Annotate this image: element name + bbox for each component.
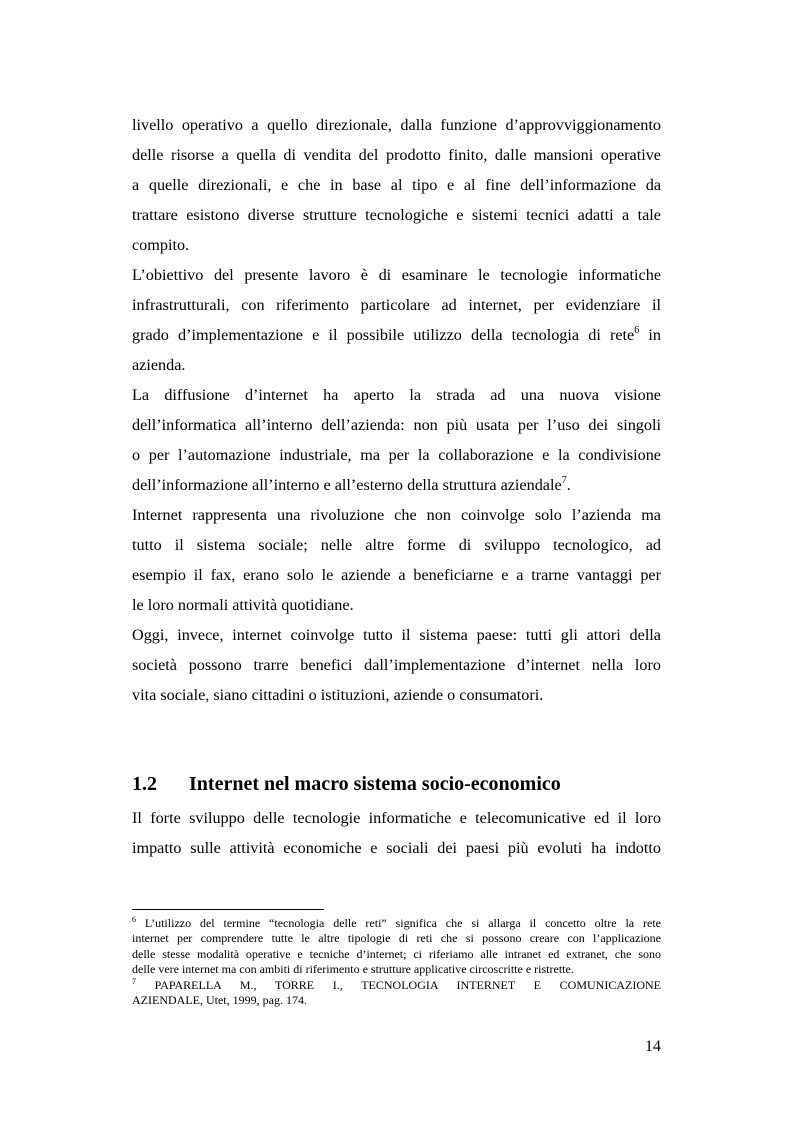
paragraph-line: Oggi, invece, internet coinvolge tutto il sistema paese: tutti gli attori della xyxy=(132,626,661,644)
footnote-ref-6[interactable]: 6 xyxy=(634,325,640,336)
paragraph-line: o per l’automazione industriale, ma per la collaborazione e la condivisione xyxy=(132,446,661,464)
paragraph-line: azienda. xyxy=(132,356,186,374)
paragraph-line: La diffusione d’internet ha aperto la strada ad una nuova visione xyxy=(132,386,661,404)
footnote-line: delle stesse modalità operative e tecniche d’internet; ci riferiamo alle intranet ed extranet, che sono xyxy=(132,946,661,961)
footnote-text: L’utilizzo del termine “tecnologia delle reti” significa che si allarga il concetto oltre la rete xyxy=(136,916,661,930)
paragraph-line: trattare esistono diverse strutture tecnologiche e sistemi tecnici adatti a tale xyxy=(132,206,661,224)
section-title: Internet nel macro sistema socio-economico xyxy=(189,773,561,795)
footnote-number: 7 xyxy=(132,976,136,986)
paragraph-line: compito. xyxy=(132,236,190,254)
footnote-line: AZIENDALE, Utet, 1999, pag. 174. xyxy=(132,992,307,1007)
section-number: 1.2 xyxy=(132,773,157,795)
footnote-ref-7[interactable]: 7 xyxy=(561,475,567,486)
line-text: in xyxy=(639,326,661,344)
footnote-line: delle vere internet ma con ambiti di riferimento e strutture applicative circoscritte e ristrette. xyxy=(132,962,574,977)
paragraph-line: tutto il sistema sociale; nelle altre forme di sviluppo tecnologico, ad xyxy=(132,536,661,554)
paragraph-line: livello operativo a quello direzionale, dalla funzione d’approvviggionamento xyxy=(132,116,661,134)
paragraph-line: dell’informatica all’interno dell’azienda: non più usata per l’uso dei singoli xyxy=(132,416,661,434)
paragraph-line: le loro normali attività quotidiane. xyxy=(132,596,354,614)
paragraph-line: società possono trarre benefici dall’implementazione d’internet nella loro xyxy=(132,656,661,674)
paragraph-line: delle risorse a quella di vendita del prodotto finito, dalle mansioni operative xyxy=(132,146,661,164)
footnote-number: 6 xyxy=(132,915,136,924)
paragraph-line: esempio il fax, erano solo le aziende a beneficiarne e a trarne vantaggi per xyxy=(132,566,661,584)
paragraph-line: Internet rappresenta una rivoluzione che non coinvolge solo l’azienda ma xyxy=(132,506,661,524)
footnotes xyxy=(132,916,661,1008)
footnote-6 xyxy=(132,916,661,931)
paragraph-line xyxy=(132,320,661,350)
line-text: dell’informazione all’interno e all’esterno della struttura aziendale xyxy=(132,476,562,494)
footnote-text: PAPARELLA M., TORRE I., TECNOLOGIA INTERNET E COMUNICAZIONE xyxy=(136,977,661,992)
line-text: grado d’implementazione e il possibile utilizzo della tecnologia di rete xyxy=(132,326,635,344)
body-text xyxy=(132,110,661,710)
paragraph-line: impatto sulle attività economiche e sociali dei paesi più evoluti ha indotto xyxy=(132,839,661,857)
footnote-7 xyxy=(132,978,661,993)
paragraph-line: Il forte sviluppo delle tecnologie informatiche e telecomunicative ed il loro xyxy=(132,809,661,827)
footnote-divider xyxy=(132,909,324,910)
paragraph-line: vita sociale, siano cittadini o istituzioni, aziende o consumatori. xyxy=(132,686,544,704)
footnote-line: internet per comprendere tutte le altre tipologie di reti che si possono creare con l’applicazione xyxy=(132,931,661,946)
page-number: 14 xyxy=(644,1037,661,1055)
line-text: . xyxy=(566,476,571,494)
paragraph-line xyxy=(132,470,661,500)
paragraph-line: a quelle direzionali, e che in base al tipo e al fine dell’informazione da xyxy=(132,176,661,194)
paragraph-line: infrastrutturali, con riferimento particolare ad internet, per evidenziare il xyxy=(132,296,661,314)
paragraph-line: L’obiettivo del presente lavoro è di esaminare le tecnologie informatiche xyxy=(132,266,661,284)
section-body-text xyxy=(132,803,661,863)
section-heading xyxy=(132,769,661,799)
